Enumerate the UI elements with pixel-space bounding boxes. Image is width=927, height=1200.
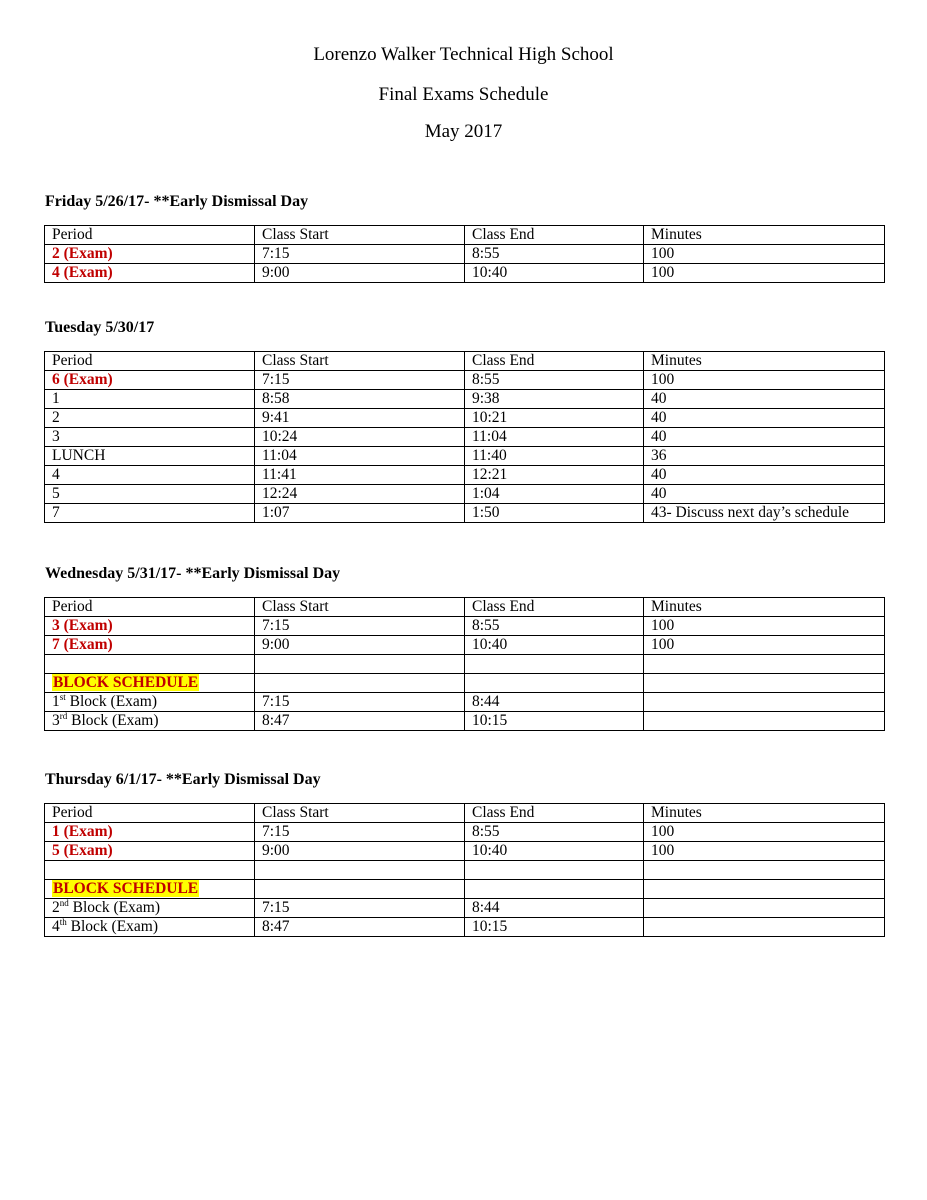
block-ordinal: th (59, 917, 67, 927)
start-cell: 11:04 (255, 447, 465, 466)
block-number: 4 (52, 918, 60, 935)
section-title-friday: Friday 5/26/17- **Early Dismissal Day (45, 193, 309, 210)
table-row (45, 264, 885, 283)
minutes-cell: 100 (644, 264, 885, 283)
block-number: 1 (52, 693, 60, 710)
empty-cell (465, 655, 644, 674)
minutes-cell: 40 (644, 485, 885, 504)
table-row (45, 842, 885, 861)
end-cell: 10:15 (465, 712, 644, 731)
minutes-cell: 40 (644, 428, 885, 447)
period-cell: 7 (45, 504, 255, 523)
block-row (45, 693, 885, 712)
document-date: May 2017 (424, 121, 503, 142)
end-cell: 8:55 (465, 371, 644, 390)
period-cell: 6 (Exam) (45, 371, 255, 390)
period-cell: 3 (Exam) (45, 617, 255, 636)
section-title-wednesday: Wednesday 5/31/17- **Early Dismissal Day (45, 565, 341, 582)
table-row (45, 428, 885, 447)
schedule-table-thursday (44, 803, 885, 937)
empty-cell (644, 899, 885, 918)
header-row (45, 226, 885, 245)
period-cell: LUNCH (45, 447, 255, 466)
minutes-cell: 36 (644, 447, 885, 466)
start-cell: 11:41 (255, 466, 465, 485)
period-cell: 5 (Exam) (45, 842, 255, 861)
empty-cell (465, 674, 644, 693)
section-title-tuesday: Tuesday 5/30/17 (45, 319, 155, 336)
block-schedule-cell (45, 880, 255, 899)
start-cell: 7:15 (255, 693, 465, 712)
end-cell: 8:55 (465, 823, 644, 842)
block-label: Block (Exam) (68, 899, 161, 916)
column-header-period: Period (45, 598, 255, 617)
table-row (45, 823, 885, 842)
header-row (45, 352, 885, 371)
end-cell: 1:04 (465, 485, 644, 504)
column-header-minutes: Minutes (644, 598, 885, 617)
table-row (45, 447, 885, 466)
period-cell: 7 (Exam) (45, 636, 255, 655)
block-number: 3 (52, 712, 60, 729)
minutes-cell: 40 (644, 409, 885, 428)
empty-cell (465, 861, 644, 880)
end-cell: 11:40 (465, 447, 644, 466)
block-row (45, 918, 885, 937)
end-cell: 10:21 (465, 409, 644, 428)
column-header-minutes: Minutes (644, 226, 885, 245)
block-schedule-row (45, 880, 885, 899)
column-header-class-start: Class Start (255, 352, 465, 371)
block-period-cell (45, 918, 255, 937)
empty-cell (255, 674, 465, 693)
empty-cell (465, 880, 644, 899)
schedule-table-wednesday (44, 597, 885, 731)
empty-row (45, 861, 885, 880)
minutes-cell: 100 (644, 245, 885, 264)
block-label: Block (Exam) (65, 693, 158, 710)
column-header-class-start: Class Start (255, 226, 465, 245)
start-cell: 7:15 (255, 823, 465, 842)
table-row (45, 466, 885, 485)
column-header-minutes: Minutes (644, 352, 885, 371)
empty-cell (644, 674, 885, 693)
end-cell: 9:38 (465, 390, 644, 409)
table-row (45, 409, 885, 428)
end-cell: 8:44 (465, 899, 644, 918)
table-row (45, 371, 885, 390)
column-header-class-end: Class End (465, 352, 644, 371)
block-schedule-cell (45, 674, 255, 693)
start-cell: 1:07 (255, 504, 465, 523)
column-header-class-end: Class End (465, 804, 644, 823)
end-cell: 10:40 (465, 264, 644, 283)
start-cell: 8:58 (255, 390, 465, 409)
column-header-class-start: Class Start (255, 804, 465, 823)
column-header-period: Period (45, 226, 255, 245)
end-cell: 10:40 (465, 636, 644, 655)
document-title: Final Exams Schedule (378, 84, 549, 105)
header-row (45, 598, 885, 617)
end-cell: 8:44 (465, 693, 644, 712)
start-cell: 7:15 (255, 617, 465, 636)
table-row (45, 636, 885, 655)
end-cell: 8:55 (465, 245, 644, 264)
column-header-period: Period (45, 352, 255, 371)
empty-cell (255, 861, 465, 880)
block-row (45, 899, 885, 918)
period-cell: 4 (Exam) (45, 264, 255, 283)
table-row (45, 504, 885, 523)
period-cell: 2 (45, 409, 255, 428)
end-cell: 1:50 (465, 504, 644, 523)
empty-cell (644, 693, 885, 712)
block-ordinal: nd (59, 898, 69, 908)
end-cell: 10:40 (465, 842, 644, 861)
minutes-cell: 100 (644, 371, 885, 390)
start-cell: 12:24 (255, 485, 465, 504)
table-row (45, 245, 885, 264)
block-ordinal: rd (59, 711, 68, 721)
block-schedule-row (45, 674, 885, 693)
section-title-thursday: Thursday 6/1/17- **Early Dismissal Day (45, 771, 321, 788)
column-header-period: Period (45, 804, 255, 823)
block-number: 2 (52, 899, 60, 916)
start-cell: 10:24 (255, 428, 465, 447)
table-row (45, 485, 885, 504)
start-cell: 9:00 (255, 264, 465, 283)
block-label: Block (Exam) (66, 918, 159, 935)
period-cell: 3 (45, 428, 255, 447)
empty-cell (644, 918, 885, 937)
schedule-table-tuesday (44, 351, 885, 523)
empty-cell (45, 861, 255, 880)
start-cell: 7:15 (255, 371, 465, 390)
period-cell: 5 (45, 485, 255, 504)
minutes-cell: 40 (644, 466, 885, 485)
empty-cell (255, 880, 465, 899)
start-cell: 8:47 (255, 712, 465, 731)
school-name: Lorenzo Walker Technical High School (313, 44, 614, 65)
table-row (45, 390, 885, 409)
block-ordinal: st (59, 692, 66, 702)
table-row (45, 617, 885, 636)
empty-cell (644, 880, 885, 899)
minutes-cell: 100 (644, 636, 885, 655)
header-row (45, 804, 885, 823)
period-cell: 4 (45, 466, 255, 485)
column-header-minutes: Minutes (644, 804, 885, 823)
start-cell: 7:15 (255, 899, 465, 918)
start-cell: 7:15 (255, 245, 465, 264)
block-label: Block (Exam) (67, 712, 159, 729)
end-cell: 10:15 (465, 918, 644, 937)
column-header-class-end: Class End (465, 226, 644, 245)
period-cell: 1 (Exam) (45, 823, 255, 842)
end-cell: 8:55 (465, 617, 644, 636)
minutes-cell: 43- Discuss next day’s schedule (644, 504, 885, 523)
minutes-cell: 100 (644, 617, 885, 636)
block-schedule-label: BLOCK SCHEDULE (53, 674, 199, 691)
period-cell: 1 (45, 390, 255, 409)
minutes-cell: 100 (644, 842, 885, 861)
column-header-class-start: Class Start (255, 598, 465, 617)
empty-cell (644, 861, 885, 880)
period-cell: 2 (Exam) (45, 245, 255, 264)
schedule-table-friday (44, 225, 885, 283)
empty-cell (255, 655, 465, 674)
start-cell: 9:41 (255, 409, 465, 428)
end-cell: 11:04 (465, 428, 644, 447)
minutes-cell: 100 (644, 823, 885, 842)
start-cell: 8:47 (255, 918, 465, 937)
empty-cell (644, 712, 885, 731)
minutes-cell: 40 (644, 390, 885, 409)
start-cell: 9:00 (255, 636, 465, 655)
block-schedule-label: BLOCK SCHEDULE (53, 880, 199, 897)
empty-row (45, 655, 885, 674)
empty-cell (644, 655, 885, 674)
block-row (45, 712, 885, 731)
block-period-cell (45, 693, 255, 712)
end-cell: 12:21 (465, 466, 644, 485)
column-header-class-end: Class End (465, 598, 644, 617)
block-period-cell (45, 712, 255, 731)
block-period-cell (45, 899, 255, 918)
start-cell: 9:00 (255, 842, 465, 861)
empty-cell (45, 655, 255, 674)
